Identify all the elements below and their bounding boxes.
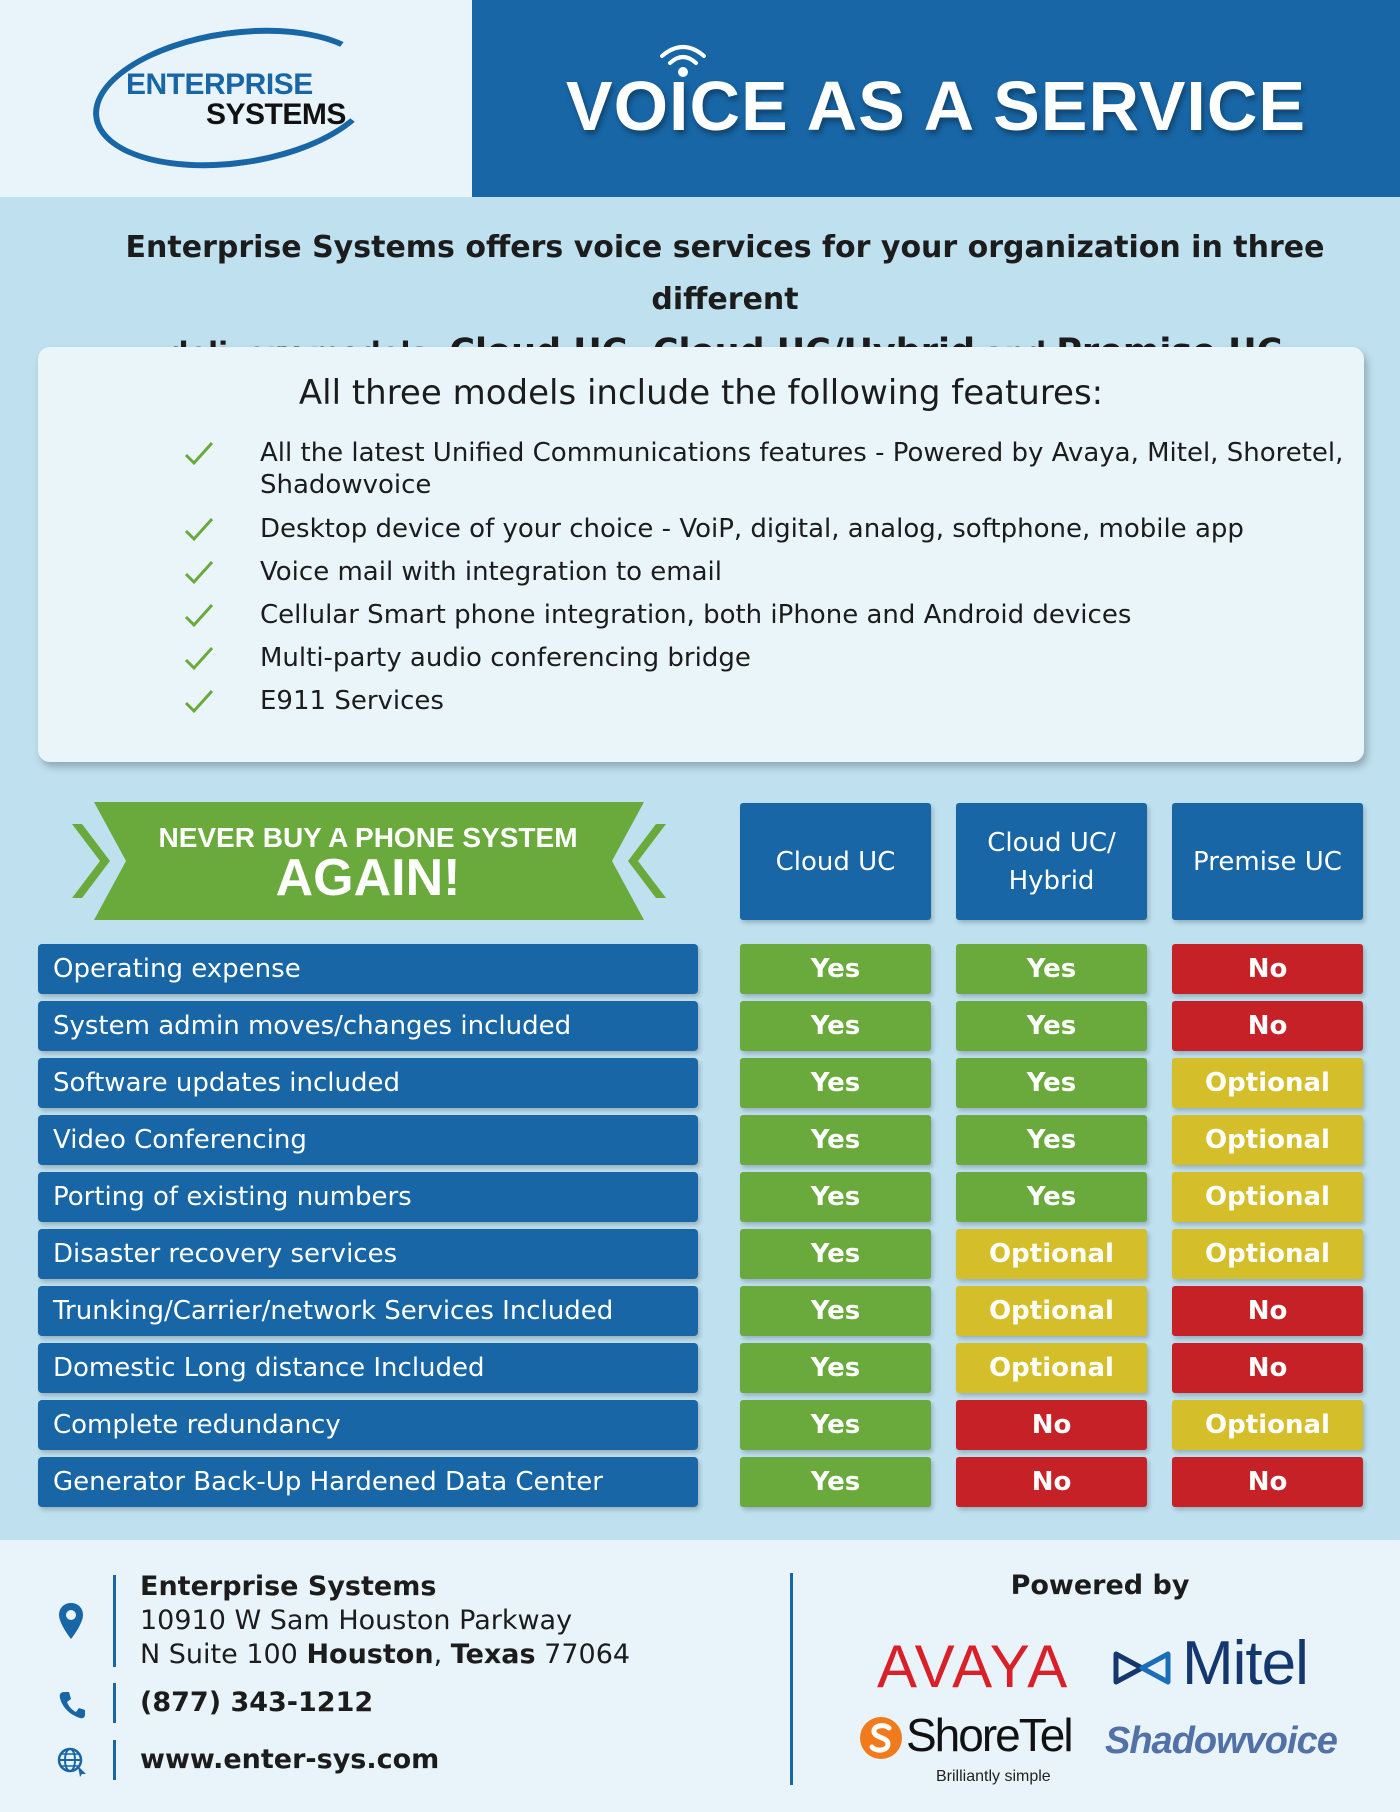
footer-bar	[113, 1740, 116, 1780]
powered-by-label: Powered by	[1010, 1570, 1190, 1601]
shoretel-s-icon	[858, 1714, 904, 1762]
location-pin-icon	[58, 1602, 84, 1640]
cell-hybrid: Yes	[956, 1115, 1147, 1165]
features-box	[38, 347, 1364, 762]
mitel-wordmark: Mitel	[1182, 1629, 1308, 1698]
cell-hybrid: Yes	[956, 944, 1147, 994]
feature-text: Voice mail with integration to email	[260, 557, 723, 587]
row-label: Software updates included	[38, 1058, 698, 1108]
check-icon	[184, 517, 214, 543]
cell-hybrid: Yes	[956, 1172, 1147, 1222]
avaya-logo: AVAYA	[877, 1633, 1070, 1700]
cell-premise-uc: Optional	[1172, 1058, 1363, 1108]
never-buy-banner	[70, 802, 668, 920]
check-icon	[184, 603, 214, 629]
cell-cloud-uc: Yes	[740, 1229, 931, 1279]
footer-bar	[113, 1683, 116, 1723]
cell-cloud-uc: Yes	[740, 1343, 931, 1393]
cell-hybrid: Yes	[956, 1001, 1147, 1051]
cell-hybrid: Optional	[956, 1343, 1147, 1393]
page-title: VOICE AS A SERVICE	[565, 67, 1307, 145]
footer-address-line-2	[140, 1638, 630, 1672]
footer-bar	[113, 1575, 116, 1667]
column-header-cloud-uc	[740, 803, 931, 920]
cell-cloud-uc: Yes	[740, 1058, 931, 1108]
cell-premise-uc: Optional	[1172, 1172, 1363, 1222]
footer-divider	[790, 1573, 793, 1785]
cell-cloud-uc: Yes	[740, 1001, 931, 1051]
address-zip: 77064	[535, 1639, 631, 1670]
cell-cloud-uc: Yes	[740, 1115, 931, 1165]
row-label: Video Conferencing	[38, 1115, 698, 1165]
row-label: Disaster recovery services	[38, 1229, 698, 1279]
shadowvoice-logo: Shadowvoice	[1105, 1720, 1337, 1762]
column-header-text: Cloud UC	[775, 846, 896, 877]
footer-phone[interactable]: (877) 343-1212	[140, 1687, 374, 1718]
globe-icon	[56, 1746, 88, 1778]
cell-hybrid: Optional	[956, 1229, 1147, 1279]
footer-website-link[interactable]: www.enter-sys.com	[140, 1744, 440, 1775]
footer-company: Enterprise Systems	[140, 1571, 437, 1602]
footer-address-line-1: 10910 W Sam Houston Parkway	[140, 1605, 573, 1636]
row-label: Porting of existing numbers	[38, 1172, 698, 1222]
cell-premise-uc: No	[1172, 944, 1363, 994]
features-title: All three models include the following features:	[298, 373, 1104, 413]
feature-text: Cellular Smart phone integration, both iPhone and Android devices	[260, 600, 1132, 630]
logo-line-2: SYSTEMS	[206, 98, 346, 131]
cell-premise-uc: No	[1172, 1343, 1363, 1393]
row-label: Domestic Long distance Included	[38, 1343, 698, 1393]
phone-icon	[58, 1690, 86, 1720]
cell-cloud-uc: Yes	[740, 944, 931, 994]
cell-premise-uc: No	[1172, 1001, 1363, 1051]
feature-text: Multi-party audio conferencing bridge	[260, 643, 751, 673]
row-label: Operating expense	[38, 944, 698, 994]
feature-item	[138, 642, 1364, 674]
intro-line-1: Enterprise Systems offers voice services for your organization in three different	[125, 230, 1325, 317]
logo-line-1: ENTERPRISE	[126, 68, 313, 101]
row-label: Complete redundancy	[38, 1400, 698, 1450]
feature-item	[138, 556, 1364, 588]
cell-premise-uc: No	[1172, 1457, 1363, 1507]
address-state: Texas	[450, 1639, 536, 1670]
row-label: System admin moves/changes included	[38, 1001, 698, 1051]
feature-item	[138, 437, 1364, 501]
column-header-text: Cloud UC/	[987, 827, 1116, 858]
feature-item	[138, 599, 1364, 631]
cell-hybrid: No	[956, 1457, 1147, 1507]
check-icon	[184, 646, 214, 672]
cell-hybrid: Optional	[956, 1286, 1147, 1336]
header	[0, 0, 1400, 197]
cell-cloud-uc: Yes	[740, 1172, 931, 1222]
cell-hybrid: Yes	[956, 1058, 1147, 1108]
row-label: Trunking/Carrier/network Services Included	[38, 1286, 698, 1336]
address-comma: ,	[433, 1639, 451, 1670]
cell-premise-uc: Optional	[1172, 1115, 1363, 1165]
footer-address	[140, 1570, 630, 1672]
shoretel-tagline: Brilliantly simple	[936, 1768, 1051, 1785]
feature-text: Desktop device of your choice - VoiP, digital, analog, softphone, mobile app	[260, 514, 1244, 544]
banner-line-2: AGAIN!	[275, 849, 461, 907]
check-icon	[184, 560, 214, 586]
feature-list	[138, 437, 1364, 717]
cell-cloud-uc: Yes	[740, 1457, 931, 1507]
check-icon	[184, 441, 214, 467]
column-header-premise-uc	[1172, 803, 1363, 920]
check-icon	[184, 689, 214, 715]
address-city: Houston	[306, 1639, 434, 1670]
logo-text	[126, 70, 346, 130]
cell-premise-uc: Optional	[1172, 1400, 1363, 1450]
footer	[0, 1540, 1400, 1812]
address-prefix: N Suite 100	[140, 1639, 307, 1670]
feature-text: All the latest Unified Communications features - Powered by Avaya, Mitel, Shoretel, Shadowvoice	[260, 438, 1344, 500]
row-label: Generator Back-Up Hardened Data Center	[38, 1457, 698, 1507]
feature-item	[138, 685, 1364, 717]
mitel-bowtie-icon	[1112, 1650, 1172, 1686]
company-logo[interactable]	[0, 0, 472, 197]
column-header-text: Premise UC	[1193, 846, 1342, 877]
feature-text: E911 Services	[260, 686, 444, 716]
cell-premise-uc: No	[1172, 1286, 1363, 1336]
cell-premise-uc: Optional	[1172, 1229, 1363, 1279]
cell-hybrid: No	[956, 1400, 1147, 1450]
column-header-hybrid	[956, 803, 1147, 920]
column-header-text: Hybrid	[1008, 865, 1095, 896]
banner-line-1: NEVER BUY A PHONE SYSTEM	[158, 822, 578, 853]
cell-cloud-uc: Yes	[740, 1286, 931, 1336]
shoretel-wordmark: ShoreTel	[906, 1709, 1072, 1761]
feature-item	[138, 513, 1364, 545]
cell-cloud-uc: Yes	[740, 1400, 931, 1450]
